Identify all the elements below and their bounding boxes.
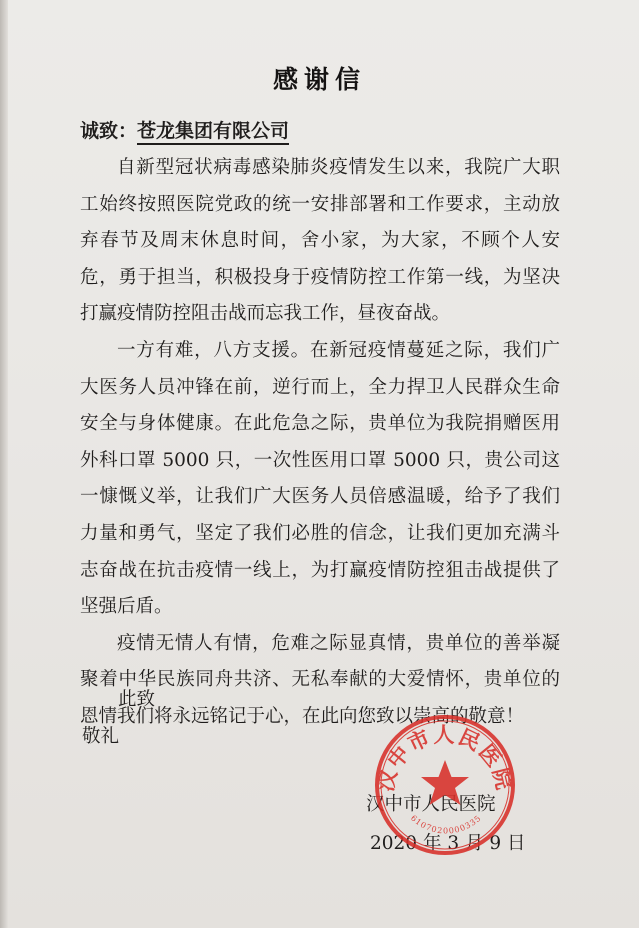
- recipient-name: 苍龙集团有限公司: [137, 120, 289, 145]
- letter-body: [80, 150, 560, 736]
- body-paragraph-1: 自新型冠状病毒感染肺炎疫情发生以来，我院广大职工始终按照医院党政的统一安排部署和工作要求，主动放弃春节及周末休息时间，舍小家，为大家，不顾个人安危，勇于担当，积极投身于疫情防控工作第一线，为坚决打赢疫情防控阻击战而忘我工作，昼夜奋战。: [80, 157, 560, 325]
- seal-code-text: 6107020000335: [408, 813, 484, 836]
- letter-date: 2020 年 3 月 9 日: [370, 833, 526, 854]
- body-paragraph-3: 疫情无情人有情，危难之际显真情，贵单位的善举凝聚着中华民族同舟共济、无私奉献的大爱情怀，贵单位的恩情我们将永远铭记于心，在此向您致以崇高的敬意！: [80, 632, 560, 727]
- page-binding-edge: [0, 0, 8, 928]
- salutation: [80, 116, 289, 143]
- body-paragraph-2: 一方有难，八方支援。在新冠疫情蔓延之际，我们广大医务人员冲锋在前，逆行而上，全力捍卫人民群众生命安全与身体健康。在此危急之际，贵单位为我院捐赠医用外科口罩 5000 只，一次性医用口罩 5000 只，贵公司这一慷慨义举，让我们广大医务人员倍感温暖，给予了我们力量和勇气，坚定了我们必胜的信念，让我们更加充满斗志奋战在抗击疫情一线上，为打赢疫情防控狙击战提供了坚强后盾。: [80, 339, 560, 618]
- salutation-prefix: 诚致：: [80, 120, 138, 142]
- closing-jingli: 敬礼: [82, 726, 120, 747]
- official-seal-stamp: [372, 712, 518, 858]
- letter-title: 感谢信: [272, 65, 366, 94]
- seal-arc-text: 汉中市人民医院: [372, 721, 518, 794]
- closing-cizhi: 此致: [118, 689, 156, 710]
- seal-star-icon: [421, 760, 469, 805]
- signer-name: 汉中市人民医院: [366, 794, 496, 815]
